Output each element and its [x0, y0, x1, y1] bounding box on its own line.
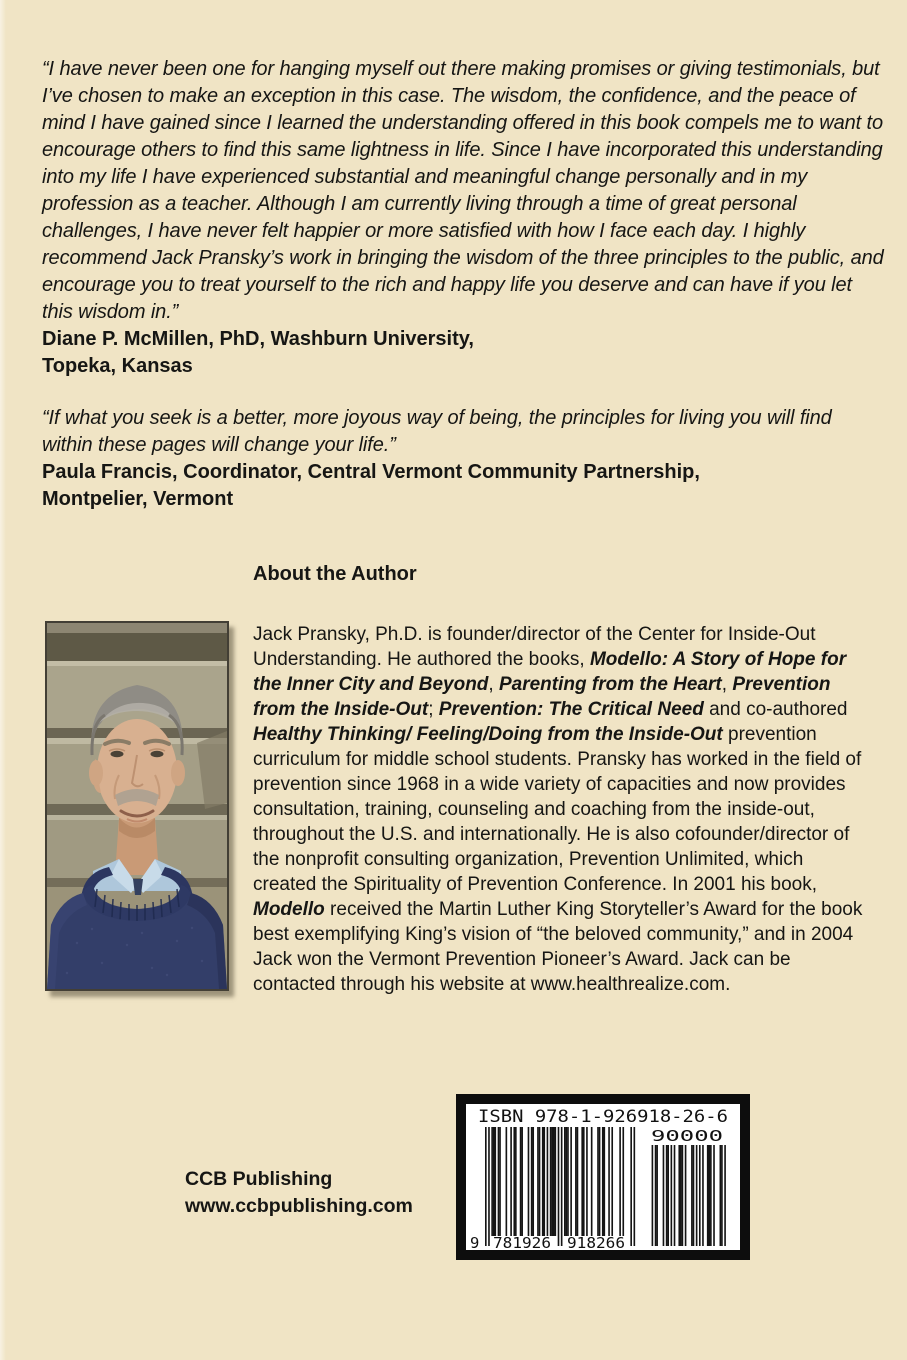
ean-first-digit: 9	[470, 1234, 480, 1252]
testimonial-1	[42, 56, 884, 380]
addon-digits-text: 90000	[651, 1127, 723, 1145]
author-photo	[45, 621, 229, 991]
ean-left-group: 781926	[493, 1234, 551, 1252]
barcode-svg	[456, 1094, 750, 1260]
testimonial-2-quote: “If what you seek is a better, more joyous way of being, the principles for living you will find within these pages will change your life.”	[42, 407, 832, 456]
author-bio: Jack Pransky, Ph.D. is founder/director of the Center for Inside-Out Understanding. He authored the books, Modello: A Story of Hope for the Inner City and Beyond, Parenting from the Heart, Prevention from the Inside-Out; Prevention: The Critical Need and co-authored Healthy Thinking/ Feeling/Doing from the Inside-Out prevention curriculum for middle school students. Pransky has worked in the field of prevention since 1968 in a wide variety of capacities and now provides consultation, training, counseling and coaching from the inside-out, throughout the U.S. and internationally. He is also cofounder/director of the nonprofit consulting organization, Prevention Unlimited, which created the Spirituality of Prevention Conference. In 2001 his book, Modello received the Martin Luther King Storyteller’s Award for the book best exemplifying King’s vision of “the beloved community,” and in 2004 Jack won the Vermont Prevention Pioneer’s Award. Jack can be contacted through his website at www.healthrealize.com.	[253, 624, 863, 995]
author-photo-illustration	[47, 623, 227, 989]
testimonial-1-quote: “I have never been one for hanging myself out there making promises or giving testimonials, but I’ve chosen to make an exception in this case. The wisdom, the confidence, and the peace of mind I have gained since I learned the understanding offered in this book compels me to want to encourage others to find this same lightness in life. Since I have incorporated this understanding into my life I have experienced substantial and meaningful change personally and in my profession as a teacher. Although I am currently living through a time of great personal challenges, I have never felt happier or more satisfied with how I face each day. I highly recommend Jack Pransky’s work in bringing the wisdom of the three principles to the public, and encourage you to treat yourself to the rich and happy life you deserve and can have if you let this wisdom in.”	[42, 58, 884, 323]
testimonial-2	[42, 405, 884, 513]
testimonial-2-attribution-location: Montpelier, Vermont	[42, 488, 234, 510]
publisher-website: www.ccbpublishing.com	[185, 1195, 413, 1217]
testimonial-2-attribution: Paula Francis, Coordinator, Central Vermont Community Partnership,	[42, 461, 700, 483]
publisher-name: CCB Publishing	[185, 1168, 333, 1190]
ean-right-group: 918266	[567, 1234, 625, 1252]
about-author-heading: About the Author	[253, 563, 417, 585]
testimonial-1-attribution: Diane P. McMillen, PhD, Washburn University,	[42, 328, 474, 350]
scan-edge-highlight	[0, 0, 6, 1360]
isbn-number-text: ISBN 978-1-926918-26-6	[478, 1107, 728, 1126]
isbn-barcode	[456, 1094, 750, 1260]
publisher-block	[185, 1166, 413, 1220]
testimonial-1-attribution-location: Topeka, Kansas	[42, 355, 193, 377]
